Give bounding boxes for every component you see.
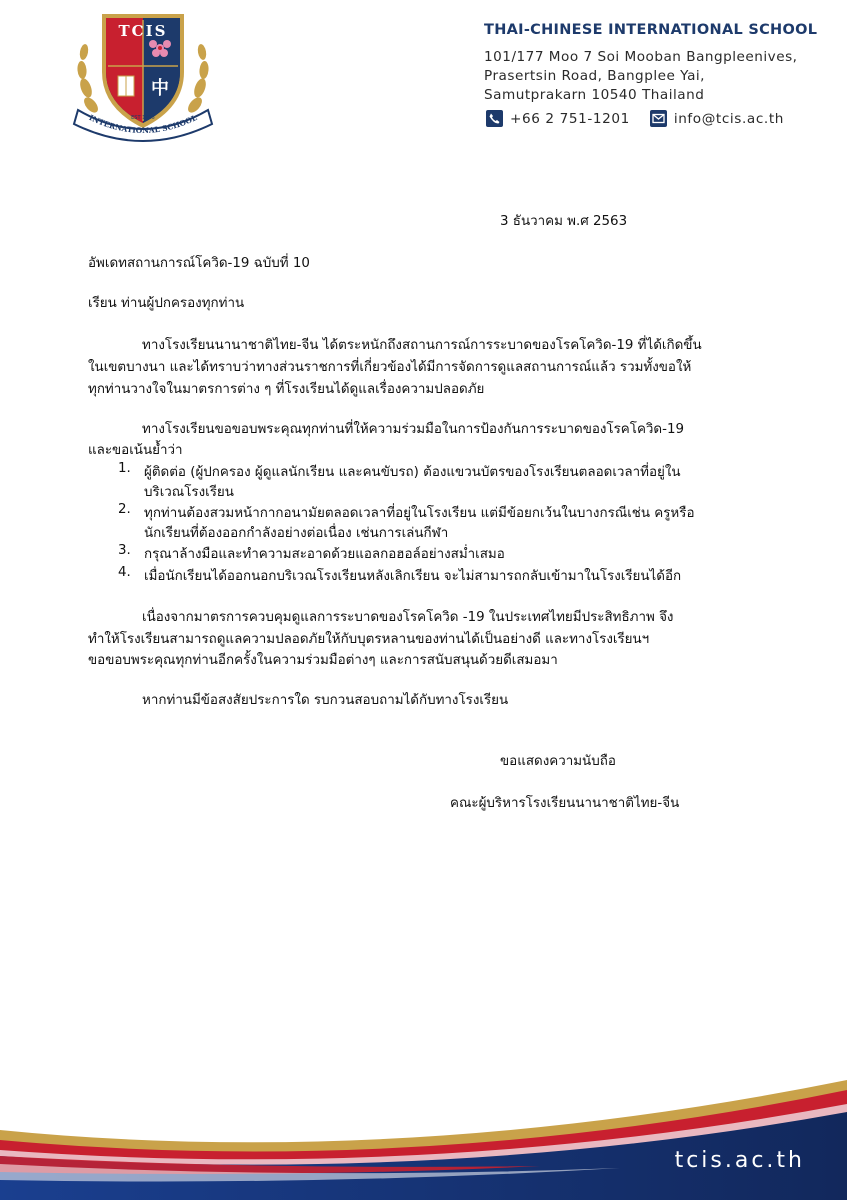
list-item-3-line-1: กรุณาล้างมือและทำความสะอาดด้วยแอลกอฮอล์อย่างสม่ำเสมอ bbox=[144, 547, 505, 562]
logo-est: EST 1995 bbox=[131, 115, 155, 121]
list-item-2-line-2: นักเรียนที่ต้องออกกำลังอย่างต่อเนื่อง เช่นการเล่นกีฬา bbox=[144, 526, 449, 541]
para1-line-3: ทุกท่านวางใจในมาตรการต่าง ๆ ที่โรงเรียนได้ดูแลเรื่องความปลอดภัย bbox=[88, 382, 485, 397]
school-name: THAI-CHINESE INTERNATIONAL SCHOOL bbox=[484, 22, 818, 38]
para1-line-1: ทางโรงเรียนนานาชาติไทย-จีน ได้ตระหนักถึงสถานการณ์การระบาดของโรคโควิด-19 ที่ได้เกิดขึ้น bbox=[142, 338, 702, 353]
signature: คณะผู้บริหารโรงเรียนนานาชาติไทย-จีน bbox=[450, 796, 680, 811]
phone-icon bbox=[486, 110, 503, 127]
school-logo bbox=[72, 8, 214, 144]
address-line-2: Prasertsin Road, Bangplee Yai, bbox=[484, 68, 706, 84]
logo-ribbon-text: INTERNATIONAL SCHOOL bbox=[87, 112, 199, 136]
list-item-4-line-1: เมื่อนักเรียนได้ออกนอกบริเวณโรงเรียนหลังเลิกเรียน จะไม่สามารถกลับเข้ามาในโรงเรียนได้อีก bbox=[144, 569, 682, 584]
letter-subject: อัพเดทสถานการณ์โควิด-19 ฉบับที่ 10 bbox=[88, 256, 310, 271]
list-item-2-line-1: ทุกท่านต้องสวมหน้ากากอนามัยตลอดเวลาที่อยู่ในโรงเรียน แต่มีข้อยกเว้นในบางกรณีเช่น ครูหรือ bbox=[144, 506, 695, 521]
footer-banner bbox=[0, 1060, 847, 1200]
email-icon bbox=[650, 110, 667, 127]
list-num-3: 3. bbox=[118, 543, 131, 558]
logo-letters: TCIS bbox=[118, 22, 168, 40]
para4: หากท่านมีข้อสงสัยประการใด รบกวนสอบถามได้กับทางโรงเรียน bbox=[142, 693, 509, 708]
phone-number[interactable]: +66 2 751-1201 bbox=[510, 110, 630, 127]
contact-row bbox=[486, 110, 784, 127]
para3-line-3: ขอขอบพระคุณทุกท่านอีกครั้งในความร่วมมือต่างๆ และการสนับสนุนด้วยดีเสมอมา bbox=[88, 653, 558, 668]
para2-line-2: และขอเน้นย้ำว่า bbox=[88, 443, 183, 458]
address-line-1: 101/177 Moo 7 Soi Mooban Bangpleenives, bbox=[484, 49, 798, 65]
footer-url[interactable]: tcis.ac.th bbox=[674, 1148, 805, 1173]
list-num-4: 4. bbox=[118, 565, 131, 580]
para1-line-2: ในเขตบางนา และได้ทราบว่าทางส่วนราชการที่เกี่ยวข้องได้มีการจัดการดูแลสถานการณ์แล้ว รวมทั้งขอให้ bbox=[88, 360, 692, 375]
list-num-2: 2. bbox=[118, 502, 131, 517]
email-address[interactable]: info@tcis.ac.th bbox=[673, 110, 784, 127]
list-item-1-line-2: บริเวณโรงเรียน bbox=[144, 485, 234, 500]
para3-line-1: เนื่องจากมาตรการควบคุมดูแลการระบาดของโรคโควิด -19 ในประเทศไทยมีประสิทธิภาพ จึง bbox=[142, 610, 674, 625]
list-item-1-line-1: ผู้ติดต่อ (ผู้ปกครอง ผู้ดูแลนักเรียน และคนขับรถ) ต้องแขวนบัตรของโรงเรียนตลอดเวลาที่อยู่ใน bbox=[144, 465, 681, 480]
para2-line-1: ทางโรงเรียนขอขอบพระคุณทุกท่านที่ให้ความร่วมมือในการป้องกันการระบาดของโรคโควิด-19 bbox=[142, 422, 684, 437]
closing: ขอแสดงความนับถือ bbox=[500, 754, 616, 769]
logo-glyph: 中 bbox=[151, 78, 169, 99]
letter-salutation: เรียน ท่านผู้ปกครองทุกท่าน bbox=[88, 296, 245, 311]
list-num-1: 1. bbox=[118, 461, 131, 476]
letter-date: 3 ธันวาคม พ.ศ 2563 bbox=[500, 214, 628, 229]
address-line-3: Samutprakarn 10540 Thailand bbox=[484, 87, 705, 103]
para3-line-2: ทำให้โรงเรียนสามารถดูแลความปลอดภัยให้กับบุตรหลานของท่านได้เป็นอย่างดี และทางโรงเรียนฯ bbox=[88, 632, 650, 647]
